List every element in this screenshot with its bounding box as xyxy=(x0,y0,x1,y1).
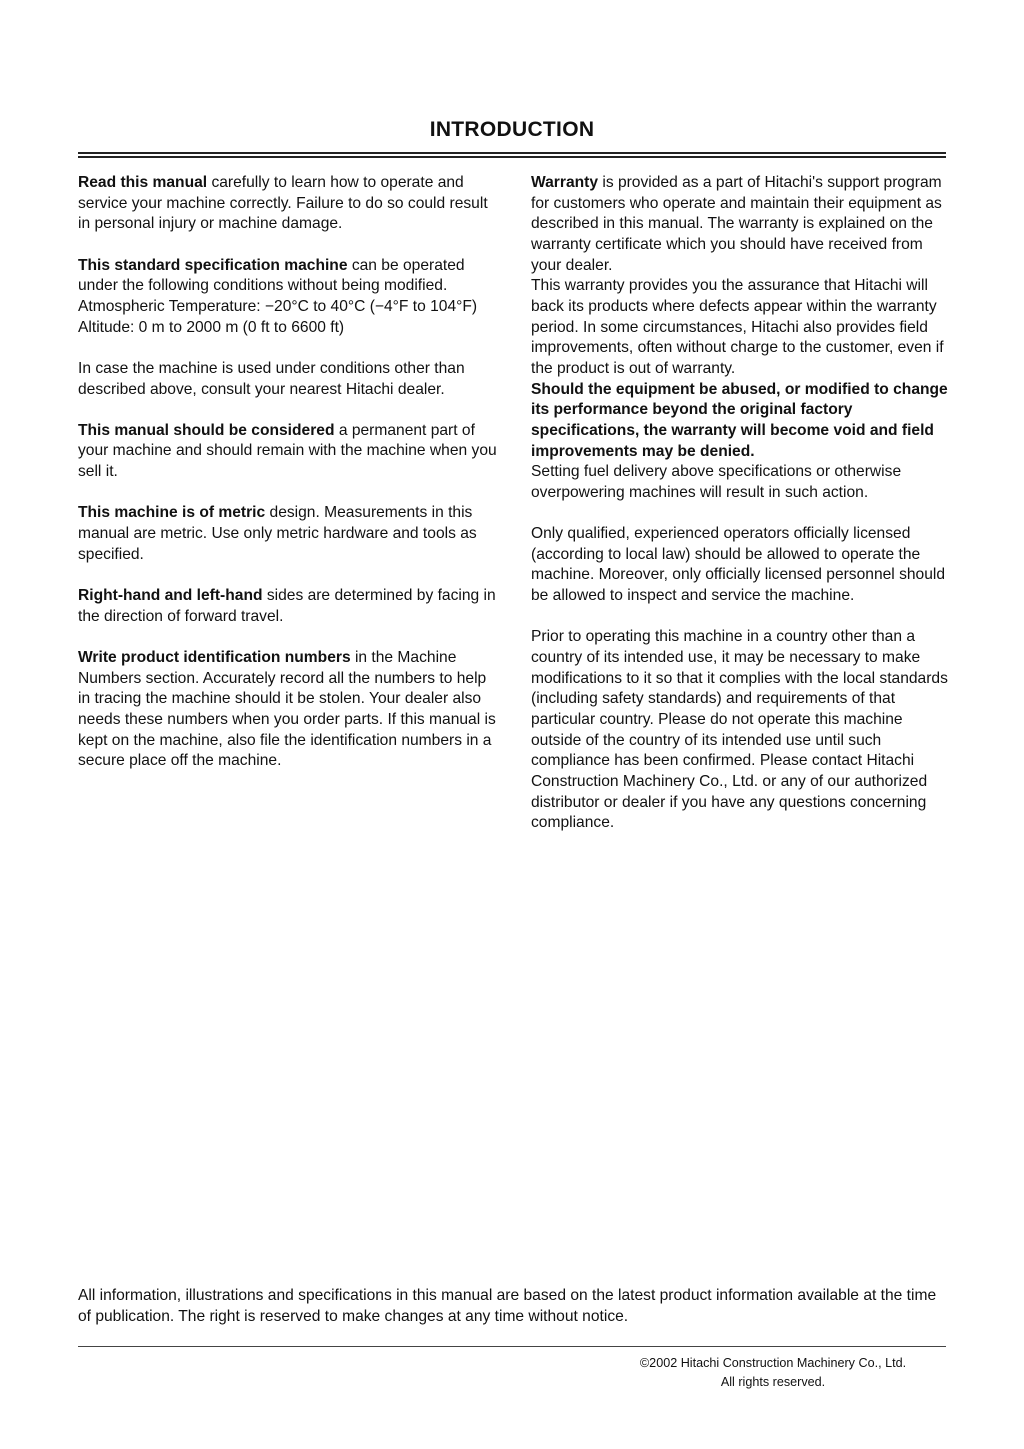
lead-in: This manual should be considered xyxy=(78,421,335,439)
paragraph-country-compliance xyxy=(531,627,949,834)
body-text: This warranty provides you the assurance that Hitachi will back its products where defects appear within the warranty period. In some circumstances, Hitachi also provides field improvements, often without charge to the customer, even if the product is out of warranty. xyxy=(531,277,944,377)
copyright-line: ©2002 Hitachi Construction Machinery Co., Ltd. xyxy=(639,1356,907,1370)
body-text: is provided as a part of Hitachi's support program for customers who operate and maintain their equipment as described in this manual. The warranty is explained on the warranty certificate which you should have received from your dealer. xyxy=(531,174,942,274)
lead-in: This standard specification machine xyxy=(78,256,348,274)
title-rule-bottom xyxy=(78,156,946,158)
body-text: a permanent part of your machine and should remain with the machine when you sell it. xyxy=(78,421,497,481)
paragraph-other-conditions xyxy=(78,359,498,400)
paragraph-metric xyxy=(78,503,498,565)
paragraph-sides xyxy=(78,586,498,627)
copyright-block xyxy=(600,1354,946,1392)
title-rule-top xyxy=(78,152,946,154)
body-text: In case the machine is used under conditions other than described above, consult your nearest Hitachi dealer. xyxy=(78,359,465,398)
paragraph-read-manual xyxy=(78,173,498,235)
paragraph-warranty xyxy=(531,173,949,504)
lead-in: Warranty xyxy=(531,174,599,191)
body-text: design. Measurements in this manual are metric. Use only metric hardware and tools as specified. xyxy=(78,504,477,563)
body-text: sides are determined by facing in the direction of forward travel. xyxy=(78,587,496,625)
right-column xyxy=(531,173,949,855)
paragraph-permanent-part xyxy=(78,421,498,483)
paragraph-standard-spec xyxy=(78,256,498,339)
rights-line: All rights reserved. xyxy=(720,1375,826,1389)
body-text: carefully to learn how to operate and service your machine correctly. Failure to do so could result in personal injury or machine damage. xyxy=(78,174,488,233)
lead-in: Read this manual xyxy=(78,174,208,191)
body-text: Prior to operating this machine in a country other than a country of its intended use, it may be necessary to make modifications to it so that it complies with the local standards (including safety standards) and requirements of that particular country. Please do not operate this machine outside of the country of its intended use until such compliance has been confirmed. Please contact Hitachi Construction Machinery Co., Ltd. or any of our authorized distributor or dealer if you have any questions concerning compliance. xyxy=(531,628,948,832)
altitude-spec: Altitude: 0 m to 2000 m (0 ft to 6600 ft) xyxy=(78,318,345,336)
page-title: INTRODUCTION xyxy=(429,118,595,141)
left-column xyxy=(78,173,498,793)
paragraph-qualified-operators xyxy=(531,524,949,607)
paragraph-identification xyxy=(78,648,498,772)
temperature-spec: Atmospheric Temperature: −20°C to 40°C (−4°F to 104°F) xyxy=(78,297,478,315)
lead-in: This machine is of metric xyxy=(78,504,266,522)
body-text: Setting fuel delivery above specifications or otherwise overpowering machines will result in such action. xyxy=(531,463,902,501)
footer-rule xyxy=(78,1346,946,1347)
body-text: Only qualified, experienced operators officially licensed (according to local law) should be allowed to operate the machine. Moreover, only officially licensed personnel should be allowed to inspect and service the machine. xyxy=(531,525,946,605)
footer-notice: All information, illustrations and specifications in this manual are based on the latest product information available at the time of publication. The right is reserved to make changes at any time without notice. xyxy=(78,1287,937,1325)
lead-in: Write product identification numbers xyxy=(78,649,351,666)
warranty-warning: Should the equipment be abused, or modified to change its performance beyond the original factory specifications, the warranty will become void and field improvements may be denied. xyxy=(531,380,948,460)
body-text: can be operated under the following conditions without being modified. xyxy=(78,256,465,295)
body-text: in the Machine Numbers section. Accurately record all the numbers to help in tracing the machine should it be stolen. Your dealer also needs these numbers when you order parts. If this manual is kept on the machine, also file the identification numbers in a secure place off the machine. xyxy=(78,649,496,770)
lead-in: Right-hand and left-hand xyxy=(78,587,263,605)
